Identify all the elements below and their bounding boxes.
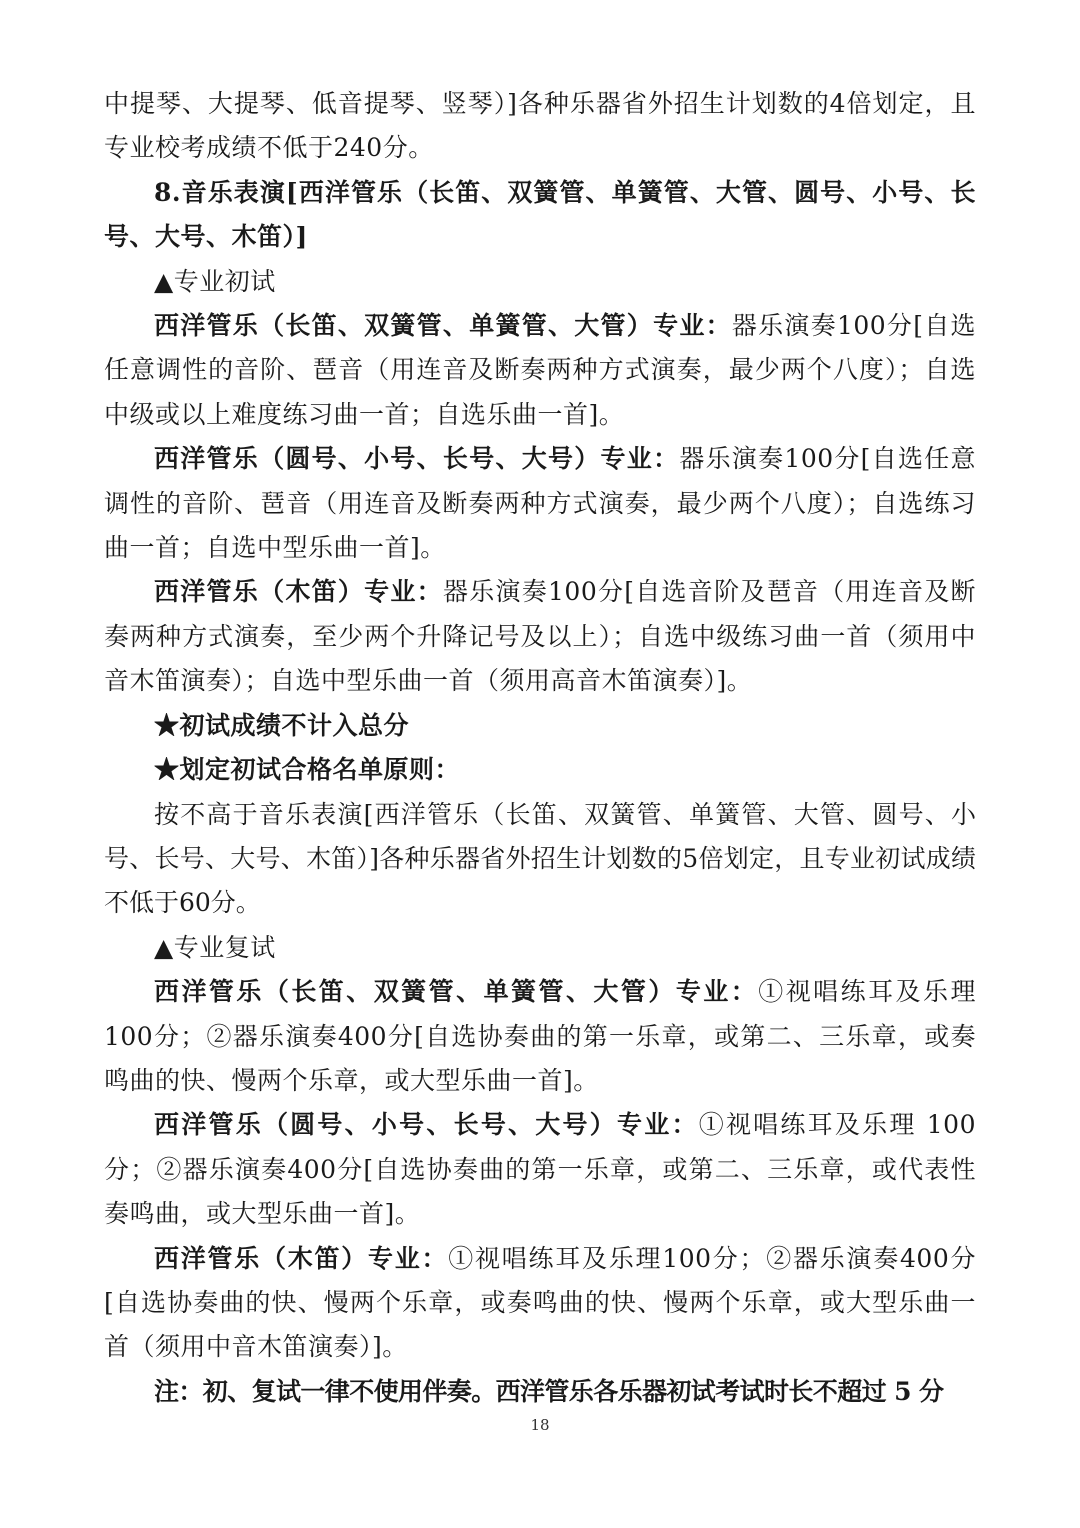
prelim-recorder-paragraph: [104, 570, 976, 703]
note-not-counted: ★初试成绩不计入总分: [154, 710, 410, 740]
retest-recorder-paragraph: [104, 1237, 976, 1370]
retest-woodwind-label: 西洋管乐（长笛、双簧管、单簧管、大管）专业：: [154, 977, 759, 1007]
prelim-woodwind-label: 西洋管乐（长笛、双簧管、单簧管、大管）专业：: [154, 311, 732, 341]
retest-woodwind-text: ①视唱练耳及乐理 100分；②器乐演奏400分[自选协奏曲的第一乐章，或第二、三乐章，或奏鸣曲的快、慢两个乐章，或大型乐曲一首]。: [104, 977, 976, 1095]
retest-brass-paragraph: [104, 1103, 976, 1236]
document-body: [104, 82, 976, 1414]
section-8-heading: 8.音乐表演[西洋管乐（长笛、双簧管、单簧管、大管、圆号、小号、长号、大号、木笛）]: [104, 177, 976, 252]
retest-brass-text: ①视唱练耳及乐理 100 分；②器乐演奏400分[自选协奏曲的第一乐章，或第二、三乐章，或代表性奏鸣曲，或大型乐曲一首]。: [104, 1110, 976, 1229]
intro-paragraph: 中提琴、大提琴、低音提琴、竖琴）]各种乐器省外招生计划数的4倍划定，且专业校考成绩不低于240分。: [104, 89, 976, 163]
retest-heading: ▲专业复试: [154, 932, 276, 962]
retest-woodwind-paragraph: [104, 970, 976, 1103]
prelim-woodwind-paragraph: [104, 304, 976, 437]
preliminary-exam-heading: ▲专业初试: [154, 266, 276, 296]
final-note: 注：初、复试一律不使用伴奏。西洋管乐各乐器初试考试时长不超过 5 分: [154, 1376, 944, 1406]
prelim-woodwind-text: 器乐演奏100分[自选任意调性的音阶、琶音（用连音及断奏两种方式演奏，最少两个八度）；自选中级或以上难度练习曲一首；自选乐曲一首]。: [104, 311, 976, 429]
retest-recorder-label: 西洋管乐（木笛）专业：: [154, 1243, 449, 1273]
prelim-recorder-text: 器乐演奏100分[自选音阶及琶音（用连音及断奏两种方式演奏，至少两个升降记号及以上）；自选中级练习曲一首（须用中音木笛演奏）；自选中型乐曲一首（须用高音木笛演奏）]。: [104, 577, 976, 696]
prelim-brass-label: 西洋管乐（圆号、小号、长号、大号）专业：: [154, 444, 680, 474]
page-number: 18: [530, 1416, 550, 1434]
principle-paragraph: 按不高于音乐表演[西洋管乐（长笛、双簧管、单簧管、大管、圆号、小号、长号、大号、木笛）]各种乐器省外招生计划数的5倍划定，且专业初试成绩不低于60分。: [104, 799, 976, 918]
retest-recorder-text: ①视唱练耳及乐理100分；②器乐演奏400分[自选协奏曲的快、慢两个乐章，或奏鸣曲的快、慢两个乐章，或大型乐曲一首（须用中音木笛演奏）]。: [104, 1243, 976, 1362]
prelim-brass-text: 器乐演奏100分[自选任意调性的音阶、琶音（用连音及断奏两种方式演奏，最少两个八度）；自选练习曲一首；自选中型乐曲一首]。: [104, 444, 976, 563]
prelim-recorder-label: 西洋管乐（木笛）专业：: [154, 577, 443, 607]
prelim-brass-paragraph: [104, 437, 976, 570]
note-pass-principle: ★划定初试合格名单原则：: [154, 755, 461, 785]
retest-brass-label: 西洋管乐（圆号、小号、长号、大号）专业：: [154, 1110, 699, 1140]
